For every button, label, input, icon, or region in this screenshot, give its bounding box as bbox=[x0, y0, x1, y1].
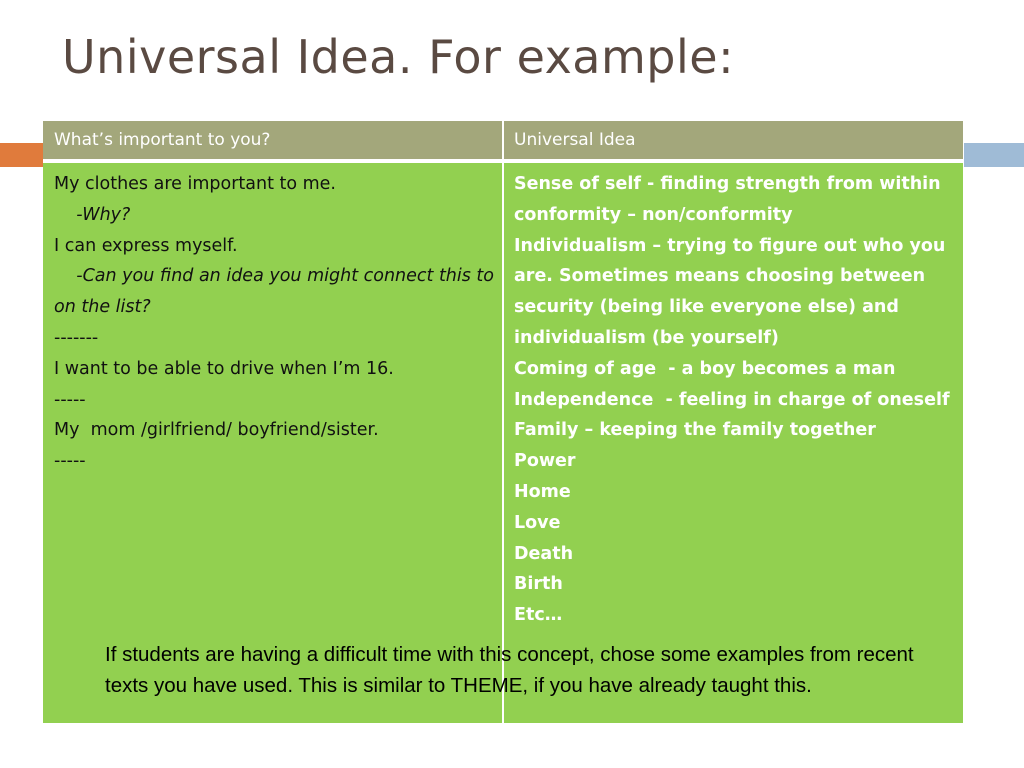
accent-bar-left bbox=[0, 143, 44, 167]
left-line-connect-question: -Can you find an idea you might connect this to on the list? bbox=[54, 266, 500, 318]
idea-etc: Etc… bbox=[514, 605, 563, 626]
idea-birth: Birth bbox=[514, 574, 563, 595]
left-line-express: I can express myself. bbox=[54, 235, 238, 256]
left-column bbox=[54, 169, 500, 477]
idea-sense-of-self: Sense of self - finding strength from within bbox=[514, 174, 941, 194]
idea-independence: Independence - feeling in charge of oneself bbox=[514, 389, 950, 410]
left-line-family: My mom /girlfriend/ boyfriend/sister. bbox=[54, 420, 379, 441]
idea-power: Power bbox=[514, 451, 576, 472]
idea-family: Family – keeping the family together bbox=[514, 420, 876, 441]
accent-bar-right bbox=[964, 143, 1024, 167]
left-line-separator: ------- bbox=[54, 327, 99, 348]
idea-coming-of-age: Coming of age - a boy becomes a man bbox=[514, 358, 896, 379]
idea-death: Death bbox=[514, 543, 574, 564]
idea-home: Home bbox=[514, 481, 571, 502]
right-column bbox=[514, 169, 954, 631]
idea-individualism: Individualism – trying to figure out who you are. Sometimes means choosing between security (being like everyone else) and individualism (be yourself) bbox=[514, 235, 952, 348]
slide-title: Universal Idea. For example: bbox=[62, 30, 735, 84]
left-line-separator: ----- bbox=[54, 389, 86, 410]
left-line-why: -Why? bbox=[54, 204, 131, 225]
left-line-clothes: My clothes are important to me. bbox=[54, 174, 336, 194]
idea-love: Love bbox=[514, 512, 561, 533]
header-universal-idea: Universal Idea bbox=[514, 130, 636, 150]
header-important-to-you: What’s important to you? bbox=[54, 130, 271, 150]
teacher-note: If students are having a difficult time with this concept, chose some examples from recent texts you have used. This is similar to THEME, if you have already taught this. bbox=[105, 643, 914, 697]
ideas-table bbox=[43, 121, 963, 723]
idea-conformity: conformity – non/conformity bbox=[514, 204, 793, 225]
column-divider bbox=[502, 121, 504, 723]
left-line-separator: ----- bbox=[54, 451, 86, 472]
left-line-drive: I want to be able to drive when I’m 16. bbox=[54, 358, 394, 379]
